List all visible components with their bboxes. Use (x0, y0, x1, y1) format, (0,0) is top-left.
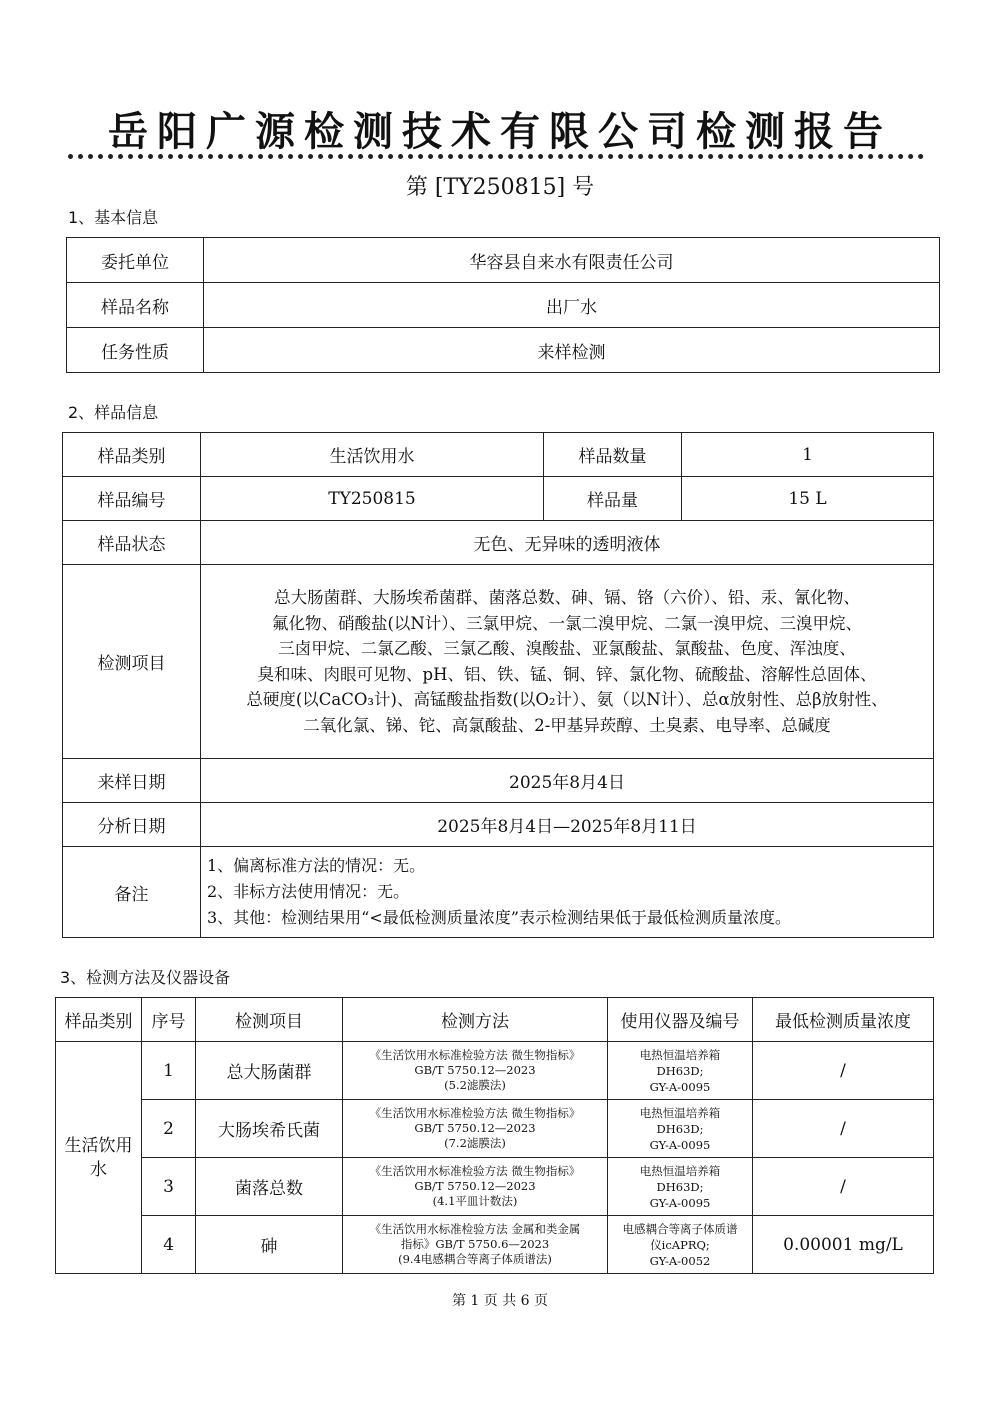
row-number: 2 (142, 1100, 196, 1158)
client-value: 华容县自来水有限责任公司 (204, 238, 940, 283)
method-line: 《生活饮用水标准检验方法 金属和类金属 (369, 1222, 581, 1236)
title-divider (68, 154, 924, 159)
method-line: GB/T 5750.12—2023 (414, 1063, 536, 1077)
table-row (56, 1216, 934, 1274)
instrument-line: GY-A-0095 (649, 1195, 711, 1210)
analysis-date-label: 分析日期 (63, 803, 201, 847)
section-basic-info-title: 1、基本信息 (68, 208, 159, 227)
instrument (608, 1042, 753, 1100)
test-method (343, 1100, 608, 1158)
table-row (67, 238, 940, 283)
method-line: 《生活饮用水标准检验方法 微生物指标》 (369, 1048, 581, 1062)
instrument-line: DH63D; (656, 1179, 704, 1194)
methods-table (55, 997, 934, 1274)
instrument-line: GY-A-0095 (649, 1079, 711, 1094)
table-row (63, 759, 934, 803)
table-row (63, 521, 934, 565)
method-line: 《生活饮用水标准检验方法 微生物指标》 (369, 1106, 581, 1120)
table-row (67, 283, 940, 328)
sample-count-value: 1 (682, 433, 934, 477)
sample-type-value: 生活饮用水 (201, 433, 544, 477)
note-line: 2、非标方法使用情况：无。 (207, 882, 410, 901)
test-item: 大肠埃希氏菌 (196, 1100, 343, 1158)
notes-value (201, 847, 934, 938)
sample-state-value: 无色、无异味的透明液体 (201, 521, 934, 565)
table-header-row (56, 998, 934, 1042)
table-row (63, 477, 934, 521)
receive-date-value: 2025年8月4日 (201, 759, 934, 803)
col-header-method: 检测方法 (343, 998, 608, 1042)
method-line: GB/T 5750.12—2023 (414, 1121, 536, 1135)
test-item: 总大肠菌群 (196, 1042, 343, 1100)
instrument-line: DH63D; (656, 1121, 704, 1136)
sample-name-value: 出厂水 (204, 283, 940, 328)
note-line: 3、其他：检测结果用“<最低检测质量浓度”表示检测结果低于最低检测质量浓度。 (207, 908, 791, 927)
method-line: (7.2滤膜法) (444, 1136, 506, 1150)
table-row (56, 1100, 934, 1158)
table-row (63, 433, 934, 477)
test-items-line: 总大肠菌群、大肠埃希菌群、菌落总数、砷、镉、铬（六价）、铅、汞、氰化物、 (274, 588, 860, 607)
instrument (608, 1216, 753, 1274)
row-number: 1 (142, 1042, 196, 1100)
notes-label: 备注 (63, 847, 201, 938)
task-type-label: 任务性质 (67, 328, 204, 373)
detection-limit: / (753, 1158, 934, 1216)
note-line: 1、偏离标准方法的情况：无。 (207, 856, 426, 875)
col-header-item: 检测项目 (196, 998, 343, 1042)
instrument-line: 仪icAPRQ; (650, 1237, 710, 1252)
method-line: GB/T 5750.12—2023 (414, 1179, 536, 1193)
basic-info-table (66, 237, 940, 373)
row-number: 4 (142, 1216, 196, 1274)
section-methods-title: 3、检测方法及仪器设备 (60, 968, 231, 987)
table-row (56, 1158, 934, 1216)
report-number: 第 [TY250815] 号 (405, 175, 595, 200)
table-row (63, 847, 934, 938)
sample-count-label: 样品数量 (544, 433, 682, 477)
table-row (63, 803, 934, 847)
sample-id-value: TY250815 (201, 477, 544, 521)
instrument-line: DH63D; (656, 1063, 704, 1078)
table-row (63, 565, 934, 759)
method-line: (9.4电感耦合等离子体质谱法) (398, 1252, 552, 1266)
instrument (608, 1100, 753, 1158)
sample-amount-value: 15 L (682, 477, 934, 521)
report-title: 岳阳广源检测技术有限公司检测报告 (108, 109, 892, 155)
method-line: (4.1平皿计数法) (432, 1194, 518, 1208)
test-items-line: 臭和味、肉眼可见物、pH、铝、铁、锰、铜、锌、氯化物、硫酸盐、溶解性总固体、 (257, 664, 877, 684)
test-items-line: 总硬度(以CaCO₃计)、高锰酸盐指数(以O₂计）、氨（以N计）、总α放射性、总β放射性、 (246, 690, 888, 709)
page-number: 第 1 页 共 6 页 (451, 1293, 549, 1309)
test-method (343, 1216, 608, 1274)
test-items-line: 二氧化氯、锑、铊、高氯酸盐、2-甲基异莰醇、土臭素、电导率、总碱度 (303, 715, 831, 735)
sample-state-label: 样品状态 (63, 521, 201, 565)
table-row (67, 328, 940, 373)
detection-limit: / (753, 1042, 934, 1100)
test-method (343, 1042, 608, 1100)
detection-limit: / (753, 1100, 934, 1158)
task-type-value: 来样检测 (204, 328, 940, 373)
section-sample-info-title: 2、样品信息 (68, 403, 159, 422)
method-line: (5.2滤膜法) (444, 1078, 506, 1092)
analysis-date-value: 2025年8月4日—2025年8月11日 (201, 803, 934, 847)
instrument-line: GY-A-0052 (649, 1253, 711, 1268)
detection-limit: 0.00001 mg/L (753, 1216, 934, 1274)
sample-amount-label: 样品量 (544, 477, 682, 521)
sample-id-label: 样品编号 (63, 477, 201, 521)
test-items-line: 三卤甲烷、二氯乙酸、三氯乙酸、溴酸盐、亚氯酸盐、氯酸盐、色度、浑浊度、 (278, 639, 856, 658)
test-items-label: 检测项目 (63, 565, 201, 759)
sample-type-label: 样品类别 (63, 433, 201, 477)
test-items-value (201, 565, 934, 759)
sample-info-table (62, 432, 934, 938)
method-line: 《生活饮用水标准检验方法 微生物指标》 (369, 1164, 581, 1178)
method-line: 指标》GB/T 5750.6—2023 (400, 1237, 550, 1251)
col-header-instrument: 使用仪器及编号 (608, 998, 753, 1042)
table-row (56, 1042, 934, 1100)
test-items-line: 氟化物、硝酸盐(以N计）、三氯甲烷、一氯二溴甲烷、二氯一溴甲烷、三溴甲烷、 (271, 613, 863, 633)
instrument-line: 电感耦合等离子体质谱 (622, 1221, 738, 1236)
instrument (608, 1158, 753, 1216)
instrument-line: 电热恒温培养箱 (639, 1105, 721, 1120)
instrument-line: 电热恒温培养箱 (639, 1163, 721, 1178)
sample-category-cell: 生活饮用水 (56, 1042, 142, 1274)
instrument-line: 电热恒温培养箱 (639, 1047, 721, 1062)
row-number: 3 (142, 1158, 196, 1216)
sample-name-label: 样品名称 (67, 283, 204, 328)
col-header-no: 序号 (142, 998, 196, 1042)
test-item: 菌落总数 (196, 1158, 343, 1216)
receive-date-label: 来样日期 (63, 759, 201, 803)
test-method (343, 1158, 608, 1216)
instrument-line: GY-A-0095 (649, 1137, 711, 1152)
col-header-category: 样品类别 (56, 998, 142, 1042)
col-header-limit: 最低检测质量浓度 (753, 998, 934, 1042)
client-label: 委托单位 (67, 238, 204, 283)
test-item: 砷 (196, 1216, 343, 1274)
